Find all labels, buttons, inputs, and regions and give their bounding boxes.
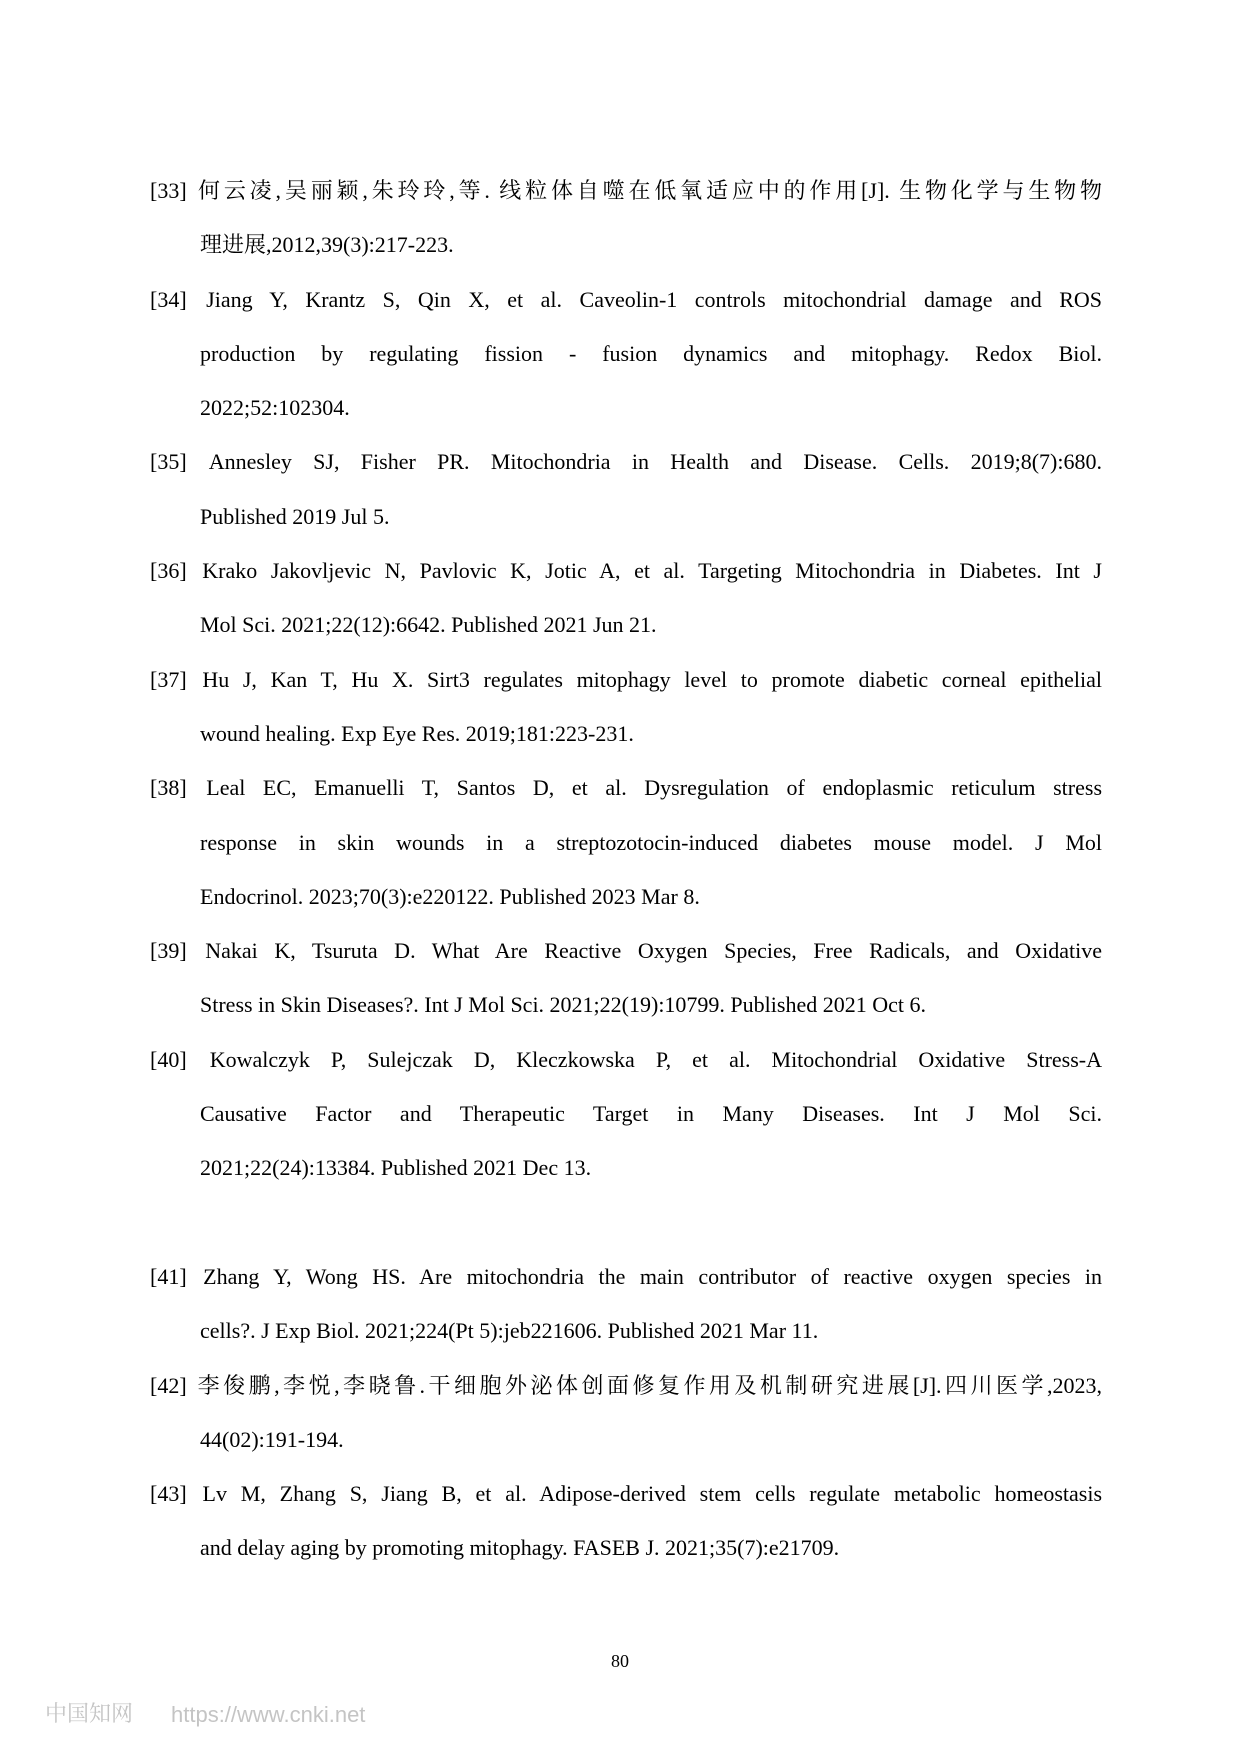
reference-line: response in skin wounds in a streptozotocin-induced diabetes mouse model. J Mol bbox=[200, 829, 1102, 855]
reference-line: 理进展,2012,39(3):217-223. bbox=[200, 232, 454, 258]
reference-entry bbox=[150, 1359, 1102, 1468]
reference-line: Endocrinol. 2023;70(3):e220122. Published 2023 Mar 8. bbox=[200, 883, 700, 909]
reference-line: Mol Sci. 2021;22(12):6642. Published 2021 Jun 21. bbox=[200, 612, 657, 638]
reference-label: [37] bbox=[150, 666, 187, 692]
reference-line: cells?. J Exp Biol. 2021;224(Pt 5):jeb221606. Published 2021 Mar 11. bbox=[200, 1318, 819, 1344]
reference-entry bbox=[150, 1250, 1102, 1359]
reference-line bbox=[150, 924, 1102, 978]
reference-label: [33] bbox=[150, 178, 187, 203]
reference-entry bbox=[150, 1033, 1102, 1196]
reference-line: Published 2019 Jul 5. bbox=[200, 503, 390, 529]
reference-label: [41] bbox=[150, 1263, 187, 1289]
reference-entry bbox=[150, 544, 1102, 653]
reference-line: 2022;52:102304. bbox=[200, 395, 350, 421]
reference-text: Leal EC, Emanuelli T, Santos D, et al. Dysregulation of endoplasmic reticulum stress bbox=[206, 775, 1103, 801]
reference-label: [38] bbox=[150, 775, 187, 801]
reference-line bbox=[150, 761, 1102, 815]
page-number: 80 bbox=[611, 1651, 629, 1671]
reference-label: [43] bbox=[150, 1481, 187, 1507]
reference-line bbox=[150, 1033, 1102, 1087]
reference-line bbox=[150, 1359, 1102, 1413]
reference-label: [34] bbox=[150, 286, 187, 312]
reference-line bbox=[150, 435, 1102, 489]
reference-text: Kowalczyk P, Sulejczak D, Kleczkowska P, et al. Mitochondrial Oxidative Stress-A bbox=[209, 1046, 1102, 1072]
reference-entry bbox=[150, 435, 1102, 544]
reference-entry bbox=[150, 164, 1102, 273]
reference-label: [42] bbox=[150, 1372, 187, 1398]
reference-text: Jiang Y, Krantz S, Qin X, et al. Caveolin-1 controls mitochondrial damage and ROS bbox=[206, 286, 1103, 312]
reference-text: 何云凌,吴丽颖,朱玲玲,等. 线粒体自噬在低氧适应中的作用[J]. 生物化学与生物物 bbox=[198, 178, 1103, 203]
watermark-brand: 中国知网 bbox=[45, 1702, 134, 1727]
reference-line bbox=[150, 1250, 1102, 1304]
reference-entry bbox=[150, 273, 1102, 436]
reference-line: Stress in Skin Diseases?. Int J Mol Sci. 2021;22(19):10799. Published 2021 Oct 6. bbox=[200, 992, 926, 1018]
reference-text: Krako Jakovljevic N, Pavlovic K, Jotic A, et al. Targeting Mitochondria in Diabetes. Int J bbox=[202, 558, 1102, 584]
reference-line bbox=[150, 1467, 1102, 1521]
reference-entry bbox=[150, 924, 1102, 1033]
reference-list bbox=[150, 164, 1102, 1576]
reference-label: [35] bbox=[150, 449, 187, 475]
reference-line: production by regulating fission - fusion dynamics and mitophagy. Redox Biol. bbox=[200, 340, 1102, 366]
reference-line bbox=[150, 164, 1102, 218]
reference-line: wound healing. Exp Eye Res. 2019;181:223-231. bbox=[200, 720, 634, 746]
reference-text: 李俊鹏,李悦,李晓鲁.干细胞外泌体创面修复作用及机制研究进展[J].四川医学,2023, bbox=[197, 1372, 1103, 1398]
reference-line bbox=[150, 544, 1102, 598]
reference-text: Hu J, Kan T, Hu X. Sirt3 regulates mitophagy level to promote diabetic corneal epithelial bbox=[202, 666, 1103, 692]
reference-line bbox=[150, 653, 1102, 707]
reference-text: Zhang Y, Wong HS. Are mitochondria the main contributor of reactive oxygen species in bbox=[203, 1263, 1103, 1289]
reference-line bbox=[150, 273, 1102, 327]
reference-line: 44(02):191-194. bbox=[200, 1426, 344, 1452]
reference-label: [40] bbox=[150, 1046, 187, 1072]
reference-label: [36] bbox=[150, 558, 187, 584]
reference-text: Nakai K, Tsuruta D. What Are Reactive Oxygen Species, Free Radicals, and Oxidative bbox=[205, 938, 1103, 964]
reference-line: Causative Factor and Therapeutic Target in Many Diseases. Int J Mol Sci. bbox=[200, 1101, 1102, 1127]
reference-entry bbox=[150, 761, 1102, 924]
reference-label: [39] bbox=[150, 938, 187, 964]
reference-line: 2021;22(24):13384. Published 2021 Dec 13. bbox=[200, 1155, 592, 1181]
reference-entry bbox=[150, 1467, 1102, 1576]
reference-entry bbox=[150, 653, 1102, 762]
reference-text: Annesley SJ, Fisher PR. Mitochondria in Health and Disease. Cells. 2019;8(7):680. bbox=[208, 449, 1102, 475]
reference-line: and delay aging by promoting mitophagy. FASEB J. 2021;35(7):e21709. bbox=[200, 1535, 840, 1561]
watermark-url: https://www.cnki.net bbox=[171, 1702, 366, 1727]
reference-text: Lv M, Zhang S, Jiang B, et al. Adipose-derived stem cells regulate metabolic homeostasis bbox=[202, 1481, 1103, 1507]
